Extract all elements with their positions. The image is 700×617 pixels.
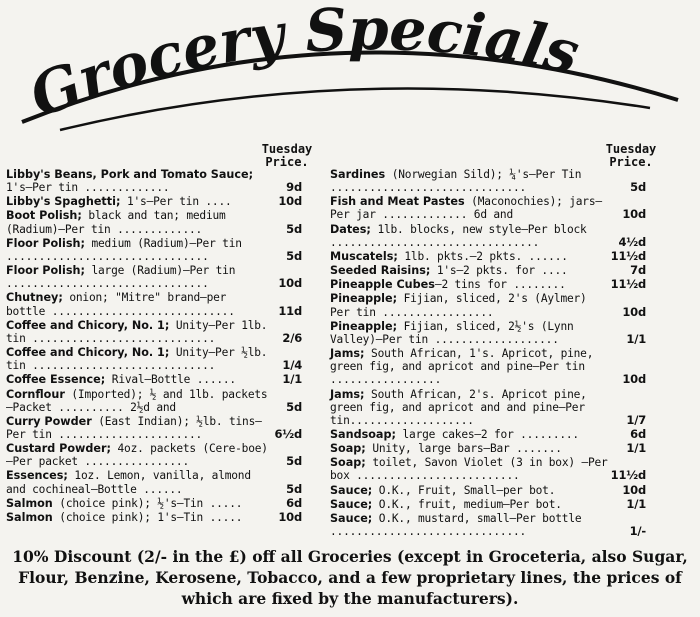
item-description: black and tan; medium (Radium)—Per tin ............. [6, 209, 226, 236]
list-item [6, 497, 302, 510]
item-name: Soap; [330, 442, 366, 456]
item-description: large (Radium)—Per tin ............................... [6, 264, 236, 291]
item-price: 5d [286, 399, 302, 414]
list-item [6, 469, 302, 495]
item-description: (Maconochies); jars—Per jar ............. 6d and [330, 195, 602, 222]
list-item [330, 223, 646, 249]
item-name: Chutney; [6, 291, 63, 305]
item-price: 10d [622, 304, 646, 319]
item-description: 1lb. blocks, new style—Per block ................................ [330, 222, 587, 249]
item-name: Pineapple Cubes [330, 278, 435, 292]
item-price: 5d [286, 248, 302, 263]
list-item [330, 278, 646, 291]
left-price-list [6, 168, 302, 525]
item-name: Sandsoap; [330, 427, 396, 441]
item-price: 5d [286, 454, 302, 469]
item-description: Fijian, sliced, 2½'s (Lynn Valley)—Per tin ................... [330, 319, 574, 346]
item-description: toilet, Savon Violet (3 in box) —Per box ......................... [330, 456, 608, 483]
item-price: 1/4 [282, 358, 302, 373]
item-name: Coffee Essence; [6, 373, 106, 387]
item-price: 11½d [610, 277, 646, 292]
item-description: (Norwegian Sild); ¼'s—Per Tin .............................. [330, 168, 582, 195]
item-description: 1's—Per tin ............. [6, 181, 170, 195]
item-name: Cornflour [6, 387, 65, 401]
item-name: Pineapple; [330, 292, 398, 306]
item-description: 1's—Per tin .... [120, 195, 232, 209]
item-price: 11½d [610, 248, 646, 263]
item-name: Fish and Meat Pastes [330, 195, 465, 209]
list-item [330, 168, 646, 194]
item-price: 6d [286, 495, 302, 510]
item-name: Seeded Raisins; [330, 264, 431, 278]
item-price: 2/6 [282, 330, 302, 345]
list-item [330, 484, 646, 497]
item-name: Sardines [330, 168, 386, 181]
list-item [6, 209, 302, 235]
item-price: 1/1 [282, 372, 302, 387]
item-price: 6½d [274, 426, 302, 441]
item-description: O.K., Fruit, Small—per bot. [372, 483, 556, 497]
item-name: Boot Polish; [6, 209, 82, 223]
item-description: O.K., mustard, small—Per bottle .............................. [330, 511, 582, 539]
item-description: Unity—Per 1lb. tin ............................ [6, 318, 268, 345]
item-description: (Imported); ½ and 1lb. packets—Packet .......... 2½d and [6, 387, 268, 414]
list-item [6, 415, 302, 441]
list-item [330, 512, 646, 538]
item-name: Jams; [330, 347, 365, 361]
item-name: Dates; [330, 222, 371, 236]
item-description: onion; "Mitre" brand—per bottle ............................ [6, 291, 235, 318]
item-name: Libby's Beans, Pork and Tomato Sauce; [6, 168, 254, 181]
item-description: (choice pink); ½'s—Tin ..... [52, 496, 243, 510]
list-item [330, 456, 646, 482]
item-price: 10d [622, 372, 646, 387]
item-description: South African, 2's. Apricot pine, green fig, and apricot and and pine—Per tin................... [330, 387, 587, 427]
item-price: 10d [278, 509, 302, 524]
list-item [330, 195, 646, 221]
list-item [330, 442, 646, 455]
item-description: Fijian, sliced, 2's (Aylmer) Per tin ................. [330, 292, 587, 319]
item-description: South African, 1's. Apricot, pine, green fig, and apricot and pine—Per tin ................. [330, 347, 594, 387]
item-name: Pineapple; [330, 319, 398, 333]
item-price: 11½d [610, 468, 646, 483]
item-price: 10d [622, 482, 646, 497]
item-description: —2 tins for ........ [434, 278, 566, 292]
item-name: Custard Powder; [6, 442, 111, 456]
list-item [330, 498, 646, 511]
item-description: large cakes—2 for ......... [395, 427, 579, 441]
list-item [6, 168, 302, 194]
item-name: Sauce; [330, 497, 373, 511]
item-name: Jams; [330, 387, 365, 401]
item-name: Salmon [6, 510, 53, 524]
item-price: 1/1 [626, 331, 646, 346]
item-name: Coffee and Chicory, No. 1; [6, 346, 170, 360]
item-description: medium (Radium)—Per tin ............................... [6, 236, 242, 263]
title-arch-graphic [0, 0, 700, 150]
item-price: 1/1 [626, 496, 646, 511]
item-description: 1lb. pkts.—2 pkts. ...... [397, 249, 568, 263]
item-description: Unity—Per ½lb. tin ............................ [6, 346, 268, 373]
item-price: 9d [286, 180, 302, 195]
item-description: 1's—2 pkts. for .... [430, 264, 568, 278]
item-name: Soap; [330, 456, 366, 470]
list-item [6, 237, 302, 263]
item-price: 1/7 [626, 412, 646, 427]
item-price: 10d [622, 207, 646, 222]
item-price: 5d [286, 221, 302, 236]
item-name: Floor Polish; [6, 236, 85, 250]
item-price: 7d [630, 263, 646, 278]
list-item [330, 292, 646, 318]
item-price: 4½d [618, 234, 646, 249]
list-item [330, 388, 646, 427]
item-price: 5d [630, 180, 646, 195]
item-price: 11d [278, 303, 302, 318]
list-item [330, 347, 646, 386]
item-name: Coffee and Chicory, No. 1; [6, 318, 170, 332]
discount-notice: 10% Discount (2/- in the £) off all Groceries (except in Groceteria, also Sugar, Flour, Benzine, Kerosene, Tobacco, and a few proprietary lines, the prices of which are fixed by the manufacturers). [12, 547, 688, 608]
item-description: Unity, large bars—Bar ....... [365, 442, 562, 456]
item-price: 10d [278, 276, 302, 291]
list-item [6, 511, 302, 524]
item-description: Rival—Bottle ...... [105, 373, 236, 387]
item-description: (choice pink); 1's—Tin ..... [52, 510, 243, 524]
item-name: Essences; [6, 469, 68, 483]
item-name: Sauce; [330, 511, 373, 525]
list-item [330, 320, 646, 346]
left-price-header: Tuesday Price. [261, 142, 313, 169]
item-name: Curry Powder [6, 414, 92, 428]
item-price: 1/1 [626, 441, 646, 456]
item-description: (East Indian); ½lb. tins—Per tin ...................... [6, 414, 262, 441]
list-item [6, 442, 302, 468]
list-item [6, 373, 302, 386]
list-item [330, 264, 646, 277]
right-price-list [330, 168, 646, 539]
item-price: 6d [630, 426, 646, 441]
list-item [330, 428, 646, 441]
list-item [6, 346, 302, 372]
item-name: Floor Polish; [6, 264, 85, 278]
item-name: Salmon [6, 496, 53, 510]
title-banner [0, 0, 700, 150]
item-description: O.K., fruit, medium—Per bot. [372, 497, 562, 511]
item-name: Sauce; [330, 483, 373, 497]
item-name: Muscatels; [330, 249, 398, 263]
item-price: 5d [286, 481, 302, 496]
list-item [330, 250, 646, 263]
item-name: Libby's Spaghetti; [6, 195, 121, 209]
item-description: 4oz. packets (Cere-boe)—Per packet ................ [6, 442, 268, 469]
list-item [6, 264, 302, 290]
right-price-header: Tuesday Price. [605, 142, 657, 169]
item-description: 1oz. Lemon, vanilla, almond and cochineal—Bottle ...... [6, 469, 251, 496]
item-price: 10d [278, 194, 302, 209]
list-item [6, 319, 302, 345]
list-item [6, 291, 302, 317]
page-title: Grocery Specials [20, 0, 586, 131]
list-item [6, 195, 302, 208]
list-item [6, 388, 302, 414]
item-price: 1/- [629, 524, 646, 539]
